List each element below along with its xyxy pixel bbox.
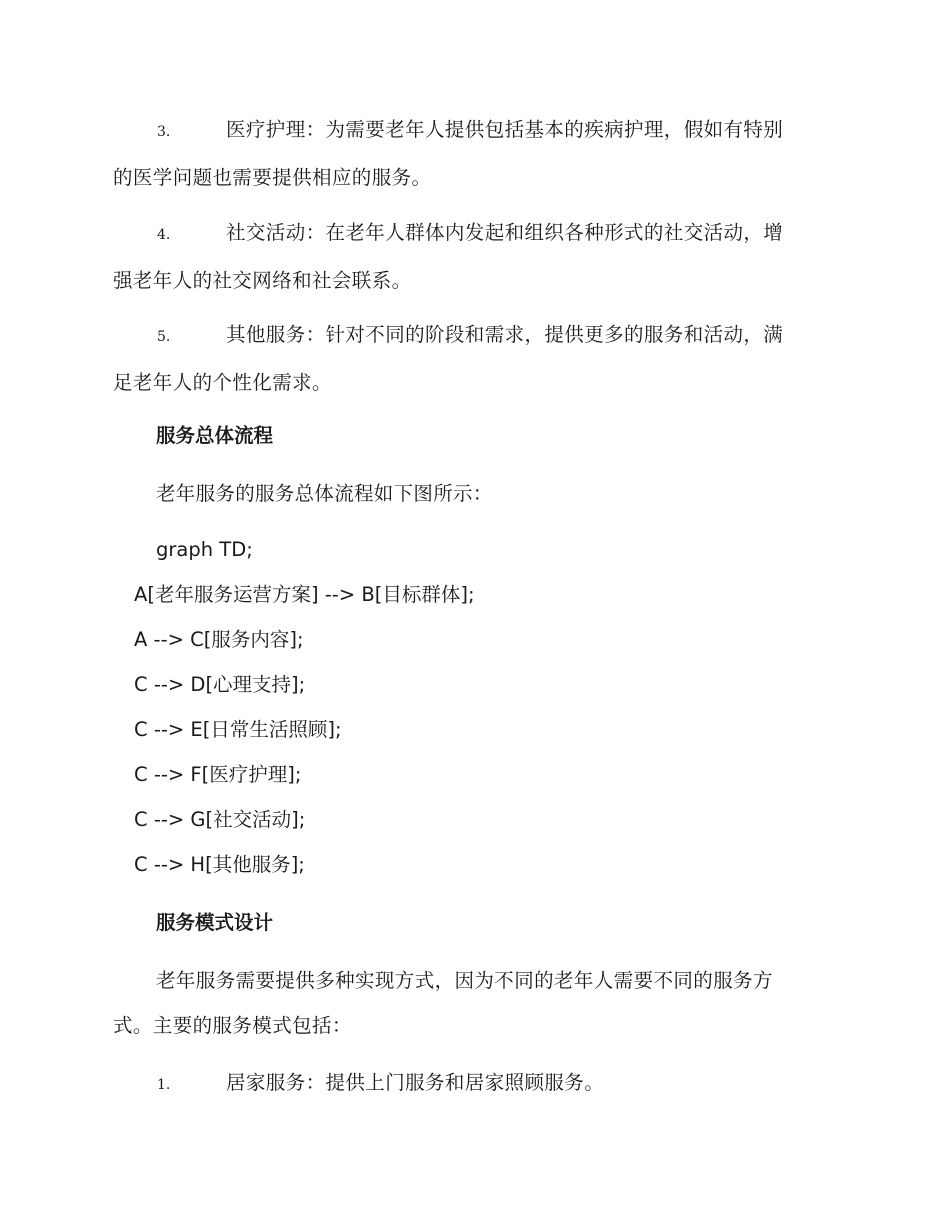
list-item-text: 社交活动：在老年人群体内发起和组织各种形式的社交活动，增 [226, 221, 784, 244]
list-number: 1. [157, 1077, 171, 1093]
code-line: C --> D[心理支持]; [134, 673, 306, 696]
code-line: C --> F[医疗护理]; [134, 763, 302, 786]
list-item-continuation: 足老年人的个性化需求。 [113, 371, 332, 394]
code-line: A[老年服务运营方案] --> B[目标群体]; [134, 583, 475, 606]
list-number: 5. [157, 329, 171, 345]
list-item-text: 其他服务：针对不同的阶段和需求，提供更多的服务和活动，满 [226, 323, 784, 346]
section-heading: 服务模式设计 [156, 911, 274, 934]
list-number: 3. [157, 124, 171, 140]
list-item-text: 医疗护理：为需要老年人提供包括基本的疾病护理，假如有特别 [226, 118, 784, 141]
list-item-continuation: 的医学问题也需要提供相应的服务。 [113, 166, 432, 189]
list-item-text: 居家服务：提供上门服务和居家照顾服务。 [226, 1071, 605, 1094]
code-line: C --> H[其他服务]; [134, 853, 305, 876]
paragraph-line: 老年服务需要提供多种实现方式，因为不同的老年人需要不同的服务方 [156, 969, 773, 992]
code-line: graph TD; [156, 538, 253, 561]
list-item [113, 312, 833, 405]
list-item-continuation: 强老年人的社交网络和社会联系。 [113, 269, 412, 292]
list-item [113, 1060, 833, 1108]
list-item [113, 107, 833, 200]
code-line: A --> C[服务内容]; [134, 628, 304, 651]
code-line: C --> E[日常生活照顾]; [134, 718, 342, 741]
paragraph-line: 式。主要的服务模式包括： [113, 1014, 352, 1037]
list-item [113, 210, 833, 303]
list-number: 4. [157, 227, 171, 243]
code-line: C --> G[社交活动]; [134, 808, 306, 831]
section-paragraph [113, 958, 833, 1048]
section-heading: 服务总体流程 [156, 424, 274, 447]
section-intro: 老年服务的服务总体流程如下图所示： [156, 482, 493, 505]
